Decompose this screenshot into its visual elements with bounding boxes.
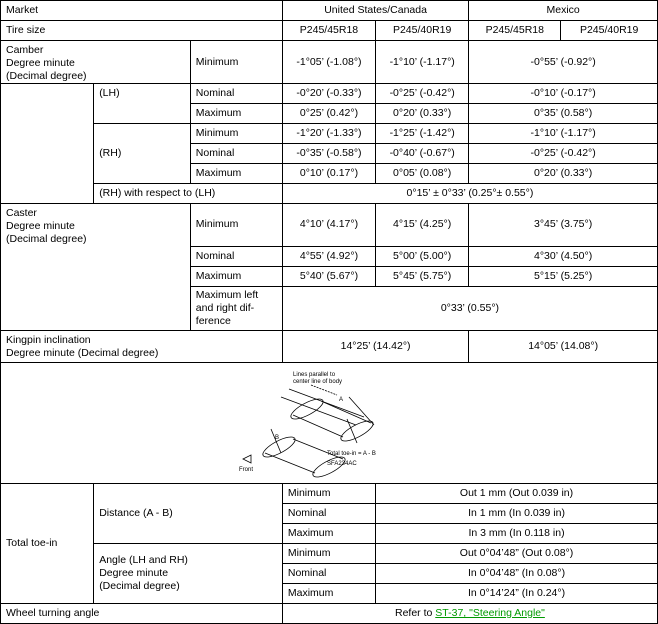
- spec-value: In 0°14’24” (In 0.24°): [376, 584, 658, 604]
- spec-value: -1°25’ (-1.42°): [376, 124, 469, 144]
- tire-size-cell: P245/45R18: [282, 21, 375, 41]
- steering-angle-link[interactable]: ST-37, "Steering Angle": [435, 607, 545, 619]
- caster-diff-value: 0°33’ (0.55°): [282, 286, 657, 331]
- spec-value: 5°45’ (5.75°): [376, 266, 469, 286]
- spec-value: -0°10’ (-0.17°): [469, 84, 658, 104]
- tire-size-label: Tire size: [1, 21, 283, 41]
- spec-value: -1°10’ (-1.17°): [376, 41, 469, 84]
- wheel-turning-label: Wheel turning angle: [1, 604, 283, 624]
- spec-value: 0°20’ (0.33°): [469, 164, 658, 184]
- spec-value: Out 0°04’48” (Out 0.08°): [376, 544, 658, 564]
- spec-level: Maximum: [282, 584, 375, 604]
- spec-level: Maximum: [190, 164, 282, 184]
- spec-value: 5°00’ (5.00°): [376, 246, 469, 266]
- toe-distance-label: Distance (A - B): [94, 484, 283, 544]
- spec-level: Maximum: [282, 524, 375, 544]
- tire-size-cell: P245/40R19: [561, 21, 658, 41]
- front-arrow-icon: [243, 455, 251, 463]
- spec-value: 0°35’ (0.58°): [469, 104, 658, 124]
- spec-level: Nominal: [190, 84, 282, 104]
- camber-lh-label: (LH): [94, 84, 191, 104]
- spec-value: 4°10’ (4.17°): [282, 204, 375, 247]
- spec-value: -1°10’ (-1.17°): [469, 124, 658, 144]
- camber-rh-wrt-lh-label: (RH) with respect to (LH): [94, 184, 283, 204]
- spec-value: -1°20’ (-1.33°): [282, 124, 375, 144]
- spec-value: -0°55’ (-0.92°): [469, 41, 658, 84]
- spec-value: 5°15’ (5.25°): [469, 266, 658, 286]
- wheel-turning-value: [282, 604, 657, 624]
- spec-value: 0°10’ (0.17°): [282, 164, 375, 184]
- spec-value: In 3 mm (In 0.118 in): [376, 524, 658, 544]
- camber-label: Camber Degree minute (Decimal degree): [6, 44, 87, 82]
- spec-level: Minimum: [190, 41, 282, 84]
- mexico-header: Mexico: [469, 1, 658, 21]
- fig-code: SFA234AC: [327, 461, 357, 467]
- fig-front-label: Front: [239, 467, 254, 473]
- spec-value: -0°25’ (-0.42°): [376, 84, 469, 104]
- tire-size-cell: P245/40R19: [376, 21, 469, 41]
- kingpin-us-value: 14°25’ (14.42°): [282, 331, 468, 363]
- spec-level: Minimum: [190, 124, 282, 144]
- refer-text: Refer to: [394, 607, 436, 619]
- fig-toe-formula: Total toe-in = A - B: [327, 451, 376, 457]
- spec-value: -0°35’ (-0.58°): [282, 144, 375, 164]
- spec-level: Minimum: [282, 544, 375, 564]
- spec-value: In 0°04’48” (In 0.08°): [376, 564, 658, 584]
- kingpin-mx-value: 14°05’ (14.08°): [469, 331, 658, 363]
- spec-value: -1°05’ (-1.08°): [282, 41, 375, 84]
- spec-level: Minimum: [190, 204, 282, 247]
- spec-level: Nominal: [282, 504, 375, 524]
- us-canada-header: United States/Canada: [282, 1, 468, 21]
- spec-value: 0°25’ (0.42°): [282, 104, 375, 124]
- spec-value: 4°15’ (4.25°): [376, 204, 469, 247]
- fig-lines-parallel: Lines parallel to: [293, 372, 336, 378]
- spec-value: 4°30’ (4.50°): [469, 246, 658, 266]
- spec-value: 0°05’ (0.08°): [376, 164, 469, 184]
- spec-value: 4°55’ (4.92°): [282, 246, 375, 266]
- spec-value: -0°25’ (-0.42°): [469, 144, 658, 164]
- toe-in-figure-cell: [1, 363, 658, 484]
- spec-level: Nominal: [282, 564, 375, 584]
- spec-value: 3°45’ (3.75°): [469, 204, 658, 247]
- camber-rh-wrt-lh-value: 0°15’ ± 0°33’ (0.25°± 0.55°): [282, 184, 657, 204]
- spec-value: -0°20’ (-0.33°): [282, 84, 375, 104]
- toe-in-label: Total toe-in: [1, 484, 94, 604]
- fig-center-line: center line of body: [293, 379, 343, 385]
- kingpin-label: Kingpin inclination Degree minute (Decimal degree): [6, 333, 159, 359]
- spec-level: Nominal: [190, 246, 282, 266]
- spec-level: Maximum: [190, 266, 282, 286]
- spec-value: 0°20’ (0.33°): [376, 104, 469, 124]
- caster-label: Caster Degree minute (Decimal degree): [6, 207, 87, 245]
- spec-level: Minimum: [282, 484, 375, 504]
- spec-level: Maximum: [190, 104, 282, 124]
- spec-value: Out 1 mm (Out 0.039 in): [376, 484, 658, 504]
- market-label: Market: [1, 1, 283, 21]
- spec-value: In 1 mm (In 0.039 in): [376, 504, 658, 524]
- toe-in-diagram: [229, 367, 429, 479]
- spec-value: 5°40’ (5.67°): [282, 266, 375, 286]
- fig-label-b: B: [275, 435, 280, 441]
- fig-label-a: A: [339, 397, 344, 403]
- toe-angle-label: Angle (LH and RH) Degree minute (Decimal degree): [94, 544, 283, 604]
- spec-level: Nominal: [190, 144, 282, 164]
- caster-diff-label: Maximum left and right dif- ference: [190, 286, 282, 331]
- tire-size-cell: P245/45R18: [469, 21, 561, 41]
- spec-value: -0°40’ (-0.67°): [376, 144, 469, 164]
- camber-rh-label: (RH): [94, 144, 191, 164]
